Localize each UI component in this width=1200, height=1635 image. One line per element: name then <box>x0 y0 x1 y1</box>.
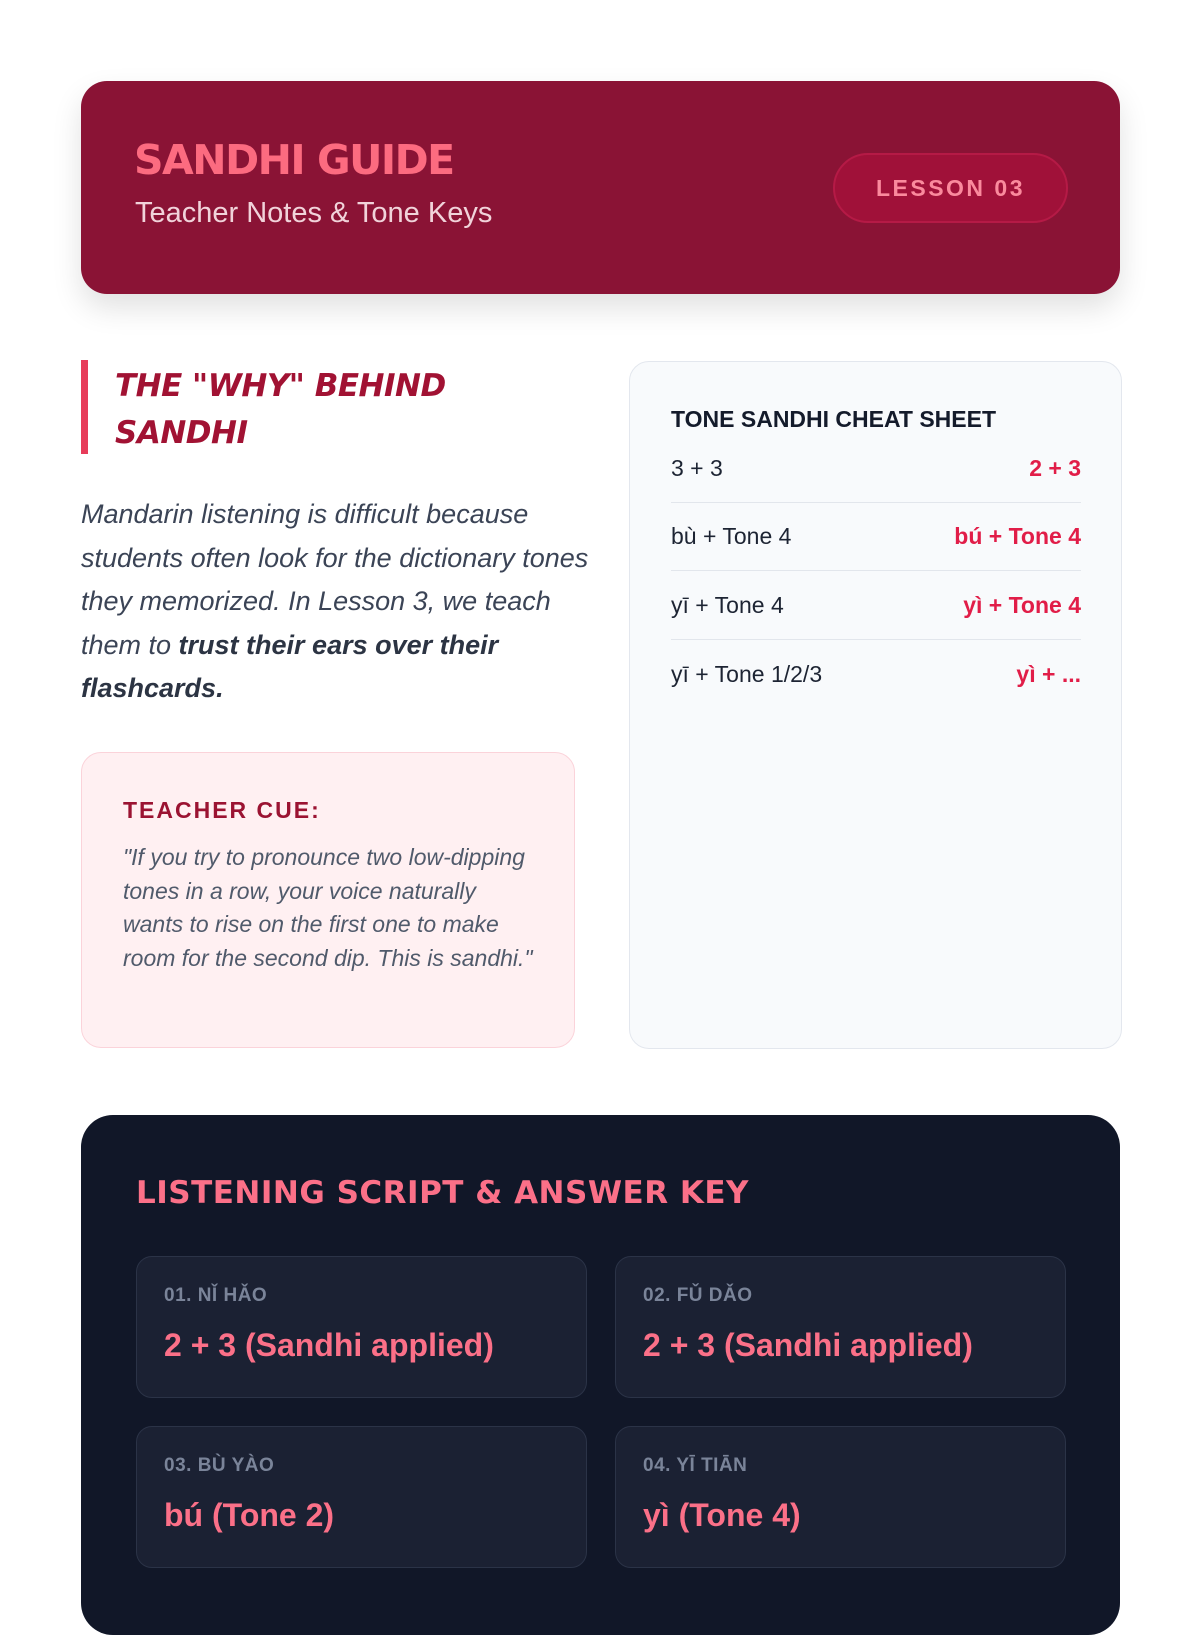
answer-card-value: 2 + 3 (Sandhi applied) <box>643 1327 973 1363</box>
teacher-cue-label: TEACHER CUE: <box>123 797 321 823</box>
why-body-text: Mandarin listening is difficult because students often look for the dictionary tones they memorized. In Lesson 3, we teach them to <box>81 499 589 660</box>
answer-card <box>615 1426 1066 1568</box>
teacher-cue-quote: "If you try to pronounce two low-dipping tones in a row, your voice naturally wants to rise on the first one to make room for the second dip. This is sandhi." <box>123 844 533 971</box>
cheat-rule-to: yì + ... <box>1016 660 1081 687</box>
page-subtitle: Teacher Notes & Tone Keys <box>135 197 493 229</box>
why-heading: THE "WHY" BEHIND SANDHI <box>81 360 581 454</box>
answer-card-label: 03. BÙ YÀO <box>164 1455 275 1476</box>
lesson-badge: LESSON 03 <box>833 153 1068 223</box>
answer-key-panel <box>81 1115 1120 1635</box>
why-body <box>81 493 591 711</box>
cheat-row <box>671 435 1081 503</box>
cheat-sheet-title: TONE SANDHI CHEAT SHEET <box>671 406 997 432</box>
cheat-rule-from: bù + Tone 4 <box>671 523 792 549</box>
cheat-rule-from: 3 + 3 <box>671 455 723 481</box>
cheat-rule-to: bú + Tone 4 <box>954 523 1081 549</box>
answer-card <box>136 1426 587 1568</box>
answer-card-label: 01. NǏ HǍO <box>164 1285 268 1306</box>
page-title: SANDHI GUIDE <box>134 136 454 184</box>
cheat-row <box>671 572 1081 640</box>
cheat-row <box>671 640 1081 708</box>
answer-card-label: 02. FǓ DǍO <box>643 1285 753 1306</box>
answer-card-value: yì (Tone 4) <box>643 1497 801 1533</box>
cheat-rule-to: 2 + 3 <box>1029 455 1081 481</box>
why-body-emphasis: trust their ears over their flashcards. <box>81 629 499 703</box>
cheat-row <box>671 503 1081 571</box>
teacher-cue-box <box>81 752 575 1048</box>
answer-card-label: 04. YĪ TIĀN <box>643 1455 748 1476</box>
answer-key-title: LISTENING SCRIPT & ANSWER KEY <box>136 1175 750 1211</box>
cheat-rule-from: yī + Tone 4 <box>671 592 784 618</box>
cheat-rule-to: yì + Tone 4 <box>963 592 1081 618</box>
cheat-rule-from: yī + Tone 1/2/3 <box>671 660 823 687</box>
cheat-sheet-card <box>629 361 1122 1049</box>
answer-card-value: 2 + 3 (Sandhi applied) <box>164 1327 494 1363</box>
answer-card <box>136 1256 587 1398</box>
answer-card <box>615 1256 1066 1398</box>
answer-card-value: bú (Tone 2) <box>164 1497 335 1533</box>
header-banner <box>81 81 1120 294</box>
